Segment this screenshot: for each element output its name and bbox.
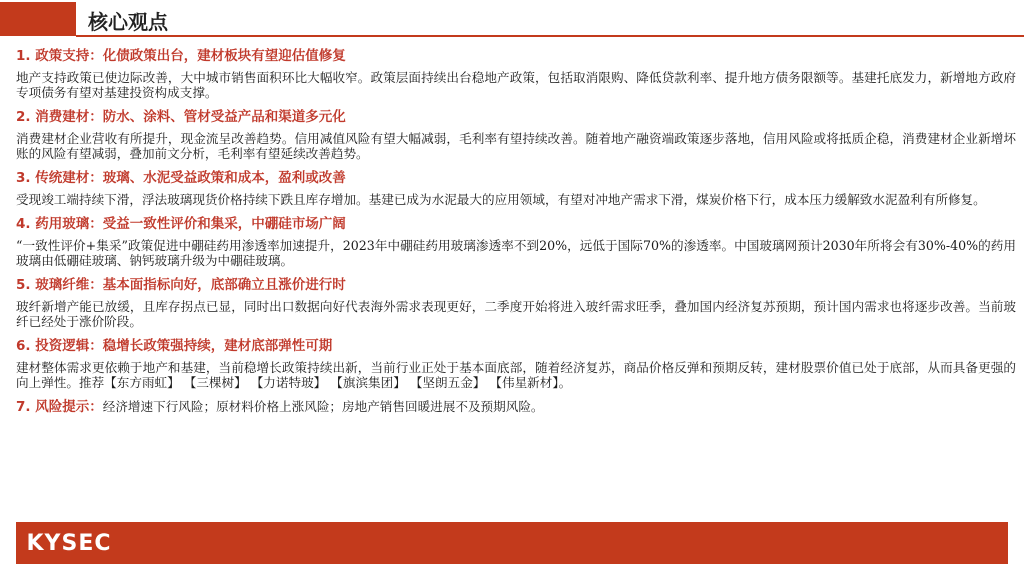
- section-consumer-building-materials: [16, 109, 1016, 161]
- kysec-logo: KYSEC: [26, 530, 112, 556]
- section-heading: 4. 药用玻璃：受益一致性评价和集采，中硼硅市场广阔: [16, 216, 346, 232]
- section-body: 玻纤新增产能已放缓，且库存拐点已显，同时出口数据向好代表海外需求表现更好，二季度开始将进入玻纤需求旺季，叠加国内经济复苏预期，预计国内需求也将逐步改善。当前玻纤已经处于涨价阶段。: [16, 299, 1016, 329]
- section-heading: 3. 传统建材：玻璃、水泥受益政策和成本，盈利或改善: [16, 170, 346, 186]
- section-risk-warning: [16, 399, 1016, 415]
- section-investment-logic: [16, 338, 1016, 390]
- risk-text: 经济增速下行风险；原材料价格上涨风险；房地产销售回暖进展不及预期风险。: [102, 399, 544, 414]
- section-heading: 5. 玻璃纤维：基本面指标向好，底部确立且涨价进行时: [16, 277, 346, 293]
- header-accent-block: [0, 2, 76, 36]
- section-heading: 2. 消费建材：防水、涂料、管材受益产品和渠道多元化: [16, 109, 346, 125]
- section-traditional-building-materials: [16, 170, 1016, 207]
- section-policy-support: [16, 48, 1016, 100]
- core-views-content: [16, 48, 1016, 415]
- section-body: “一致性评价+集采”政策促进中硼硅药用渗透率加速提升，2023年中硼硅药用玻璃渗透率不到20%，远低于国际70%的渗透率。中国玻璃网预计2030年所将会有30%-40%的药用玻璃由低硼硅玻璃、钠钙玻璃升级为中硼硅玻璃。: [16, 238, 1016, 268]
- section-heading: 6. 投资逻辑：稳增长政策强持续，建材底部弹性可期: [16, 338, 333, 354]
- section-pharmaceutical-glass: [16, 216, 1016, 268]
- section-body: 建材整体需求更依赖于地产和基建，当前稳增长政策持续出新，当前行业正处于基本面底部，随着经济复苏，商品价格反弹和预期反转，建材股票价值已处于底部，从而具备更强的向上弹性。推荐【东方雨虹】 【三棵树】 【力诺特玻】 【旗滨集团】 【坚朗五金】 【伟星新材】。: [16, 360, 1016, 390]
- section-body: 地产支持政策已使边际改善，大中城市销售面积环比大幅收窄。政策层面持续出台稳地产政策，包括取消限购、降低贷款利率、提升地方债务限额等。基建托底发力，新增地方政府专项债务有望对基建投资构成支撑。: [16, 70, 1016, 100]
- header-divider: [76, 35, 1024, 37]
- section-body: 消费建材企业营收有所提升，现金流呈改善趋势。信用减值风险有望大幅减弱，毛利率有望持续改善。随着地产融资端政策逐步落地，信用风险或将抵质企稳，消费建材企业新增坏账的风险有望减弱，叠加前文分析，毛利率有望延续改善趋势。: [16, 131, 1016, 161]
- section-body: 受现竣工端持续下滑，浮法玻璃现货价格持续下跌且库存增加。基建已成为水泥最大的应用领域，有望对冲地产需求下滑，煤炭价格下行，成本压力缓解致水泥盈利有所修复。: [16, 192, 986, 207]
- section-glass-fiber: [16, 277, 1016, 329]
- section-heading: 1. 政策支持：化债政策出台，建材板块有望迎估值修复: [16, 48, 346, 64]
- risk-label: 7. 风险提示：: [16, 399, 103, 415]
- footer-bar: [16, 522, 1008, 564]
- page-title: 核心观点: [88, 10, 168, 34]
- page-header: [0, 0, 1024, 38]
